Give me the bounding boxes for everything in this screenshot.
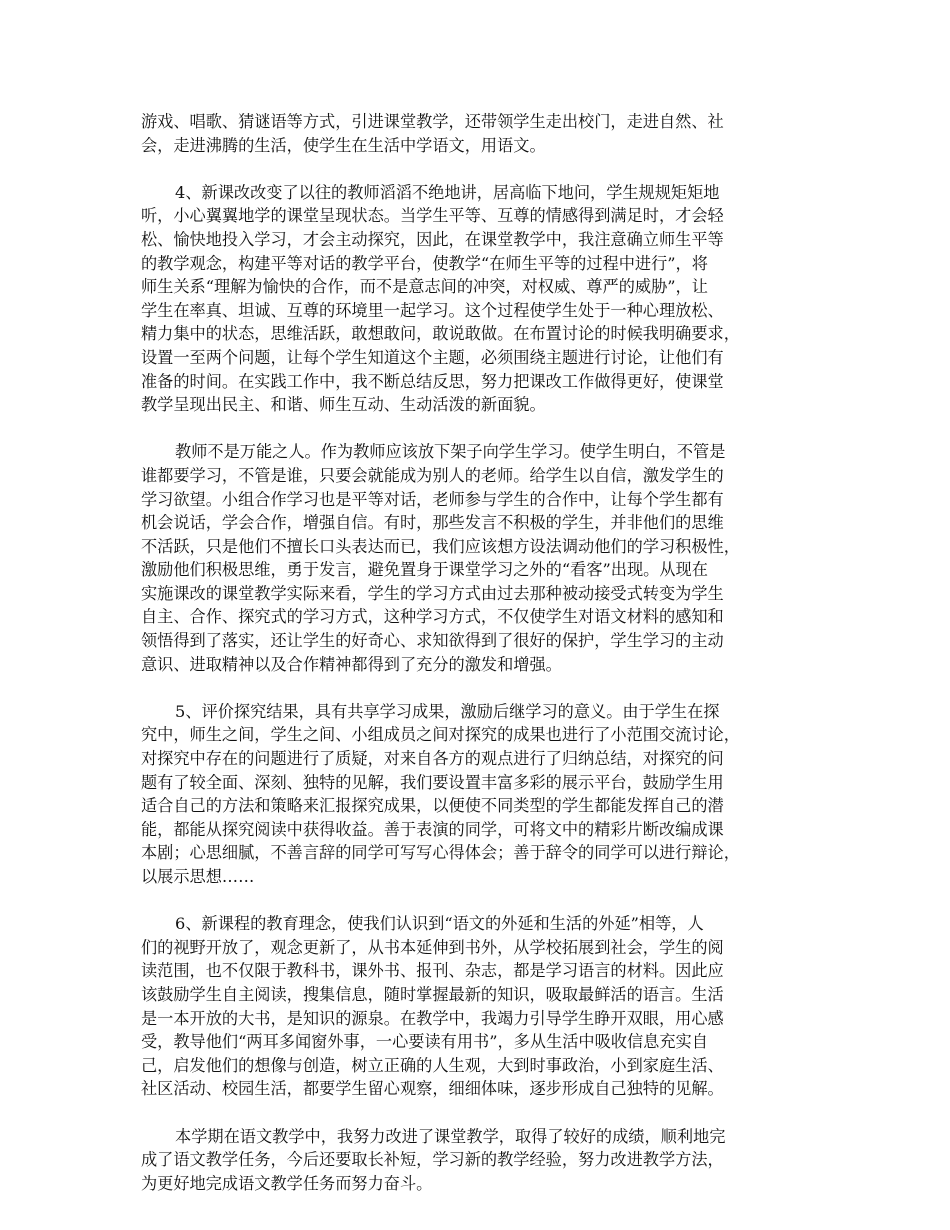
document-page: [141, 110, 813, 1219]
paragraph-line: 4、新课改改变了以往的教师滔滔不绝地讲，居高临下地问，学生规规矩矩地: [175, 182, 720, 202]
paragraph-line: 对探究中存在的问题进行了质疑，对来自各方的观点进行了归纳总结，对探究的问: [141, 749, 724, 769]
paragraph-line: 的教学观念，构建平等对话的教学平台，使教学“在师生平等的过程中进行”，将: [141, 253, 708, 273]
paragraph-line: 己，启发他们的想像与创造，树立正确的人生观，大到时事政治，小到家庭生活、: [141, 1055, 724, 1075]
paragraph-line: 精力集中的状态，思维活跃，敢想敢问，敢说敢做。在布置讨论的时候我明确要求，: [141, 324, 740, 344]
paragraph-line: 意识、进取精神以及合作精神都得到了充分的激发和增强。: [141, 654, 562, 674]
paragraph-6: [141, 1125, 813, 1196]
paragraph-line: 教师不是万能之人。作为教师应该放下架子向学生学习。使学生明白，不管是: [175, 442, 726, 462]
paragraph-3: [141, 440, 813, 676]
paragraph-line: 题有了较全面、深刻、独特的见解，我们要设置丰富多彩的展示平台，鼓励学生用: [141, 772, 724, 792]
paragraph-line: 6、新课程的教育理念，使我们认识到“语文的外延和生活的外延”相等，人: [175, 914, 704, 934]
paragraph-line: 领悟得到了落实，还让学生的好奇心、求知欲得到了很好的保护，学生学习的主动: [141, 631, 724, 651]
paragraph-line: 是一本开放的大书，是知识的源泉。在教学中，我竭力引导学生睁开双眼，用心感: [141, 1008, 724, 1028]
paragraph-line: 游戏、唱歌、猜谜语等方式，引进课堂教学，还带领学生走出校门，走进自然、社: [141, 112, 724, 131]
paragraph-line: 谁都要学习，不管是谁，只要会就能成为别人的老师。给学生以自信，激发学生的: [141, 465, 724, 485]
paragraph-line: 激励他们积极思维，勇于发言，避免置身于课堂学习之外的“看客”出现。从现在: [141, 560, 708, 580]
paragraph-line: 听，小心翼翼地学的课堂呈现状态。当学生平等、互尊的情感得到满足时，才会轻: [141, 206, 724, 226]
paragraph-line: 以展示思想……: [141, 867, 255, 886]
paragraph-line: 教学呈现出民主、和谐、师生互动、生动活泼的新面貌。: [141, 395, 546, 415]
paragraph-line: 本剧；心思细腻，不善言辞的同学可写写心得体会；善于辞令的同学可以进行辩论，: [141, 843, 740, 863]
paragraph-line: 读范围，也不仅限于教科书，课外书、报刊、杂志，都是学习语言的材料。因此应: [141, 961, 724, 981]
paragraph-line: 松、愉快地投入学习，才会主动探究，因此，在课堂教学中，我注意确立师生平等: [141, 229, 724, 249]
paragraph-line: 自主、合作、探究式的学习方式，这种学习方式，不仅使学生对语文材料的感知和: [141, 607, 724, 627]
paragraph-line: 社区活动、校园生活，都要学生留心观察，细细体味，逐步形成自己独特的见解。: [141, 1079, 724, 1099]
paragraph-line: 师生关系“理解为愉快的合作，而不是意志间的冲突，对权威、尊严的威胁”，让: [141, 277, 708, 297]
paragraph-line: 为更好地完成语文教学任务而努力奋斗。: [141, 1173, 433, 1193]
paragraph-line: 设置一至两个问题，让每个学生知道这个主题，必须围绕主题进行讨论，让他们有: [141, 347, 724, 367]
paragraph-1: [141, 110, 813, 157]
paragraph-line: 究中，师生之间，学生之间、小组成员之间对探究的成果也进行了小范围交流讨论，: [141, 725, 740, 745]
paragraph-line: 学生在率真、坦诚、互尊的环境里一起学习。这个过程使学生处于一种心理放松、: [141, 300, 724, 320]
paragraph-line: 受，教导他们“两耳多闻窗外事，一心要读有用书”，多从生活中吸收信息充实自: [141, 1032, 708, 1052]
paragraph-line: 适合自己的方法和策略来汇报探究成果，以便使不同类型的学生都能发挥自己的潜: [141, 796, 724, 816]
paragraph-line: 实施课改的课堂教学实际来看，学生的学习方式由过去那种被动接受式转变为学生: [141, 583, 724, 603]
paragraph-line: 本学期在语文教学中，我努力改进了课堂教学，取得了较好的成绩，顺利地完: [175, 1126, 726, 1146]
paragraph-line: 成了语文教学任务，今后还要取长补短，学习新的教学经验，努力改进教学方法，: [141, 1150, 724, 1170]
paragraph-line: 学习欲望。小组合作学习也是平等对话，老师参与学生的合作中，让每个学生都有: [141, 489, 724, 509]
paragraph-line: 会，走进沸腾的生活，使学生在生活中学语文，用语文。: [141, 135, 546, 155]
paragraph-line: 们的视野开放了，观念更新了，从书本延伸到书外，从学校拓展到社会，学生的阅: [141, 937, 724, 957]
paragraph-4: [141, 700, 813, 889]
paragraph-2: [141, 181, 813, 417]
paragraph-line: 该鼓励学生自主阅读，搜集信息，随时掌握最新的知识，吸取最鲜活的语言。生活: [141, 984, 724, 1004]
paragraph-5: [141, 912, 813, 1101]
paragraph-line: 5、评价探究结果，具有共享学习成果，激励后继学习的意义。由于学生在探: [175, 701, 720, 721]
paragraph-line: 准备的时间。在实践工作中，我不断总结反思，努力把课改工作做得更好，使课堂: [141, 371, 724, 391]
paragraph-line: 不活跃，只是他们不擅长口头表达而已，我们应该想方设法调动他们的学习积极性，: [141, 536, 740, 556]
paragraph-line: 能，都能从探究阅读中获得收益。善于表演的同学，可将文中的精彩片断改编成课: [141, 819, 724, 839]
paragraph-line: 机会说话，学会合作，增强自信。有时，那些发言不积极的学生，并非他们的思维: [141, 513, 724, 533]
